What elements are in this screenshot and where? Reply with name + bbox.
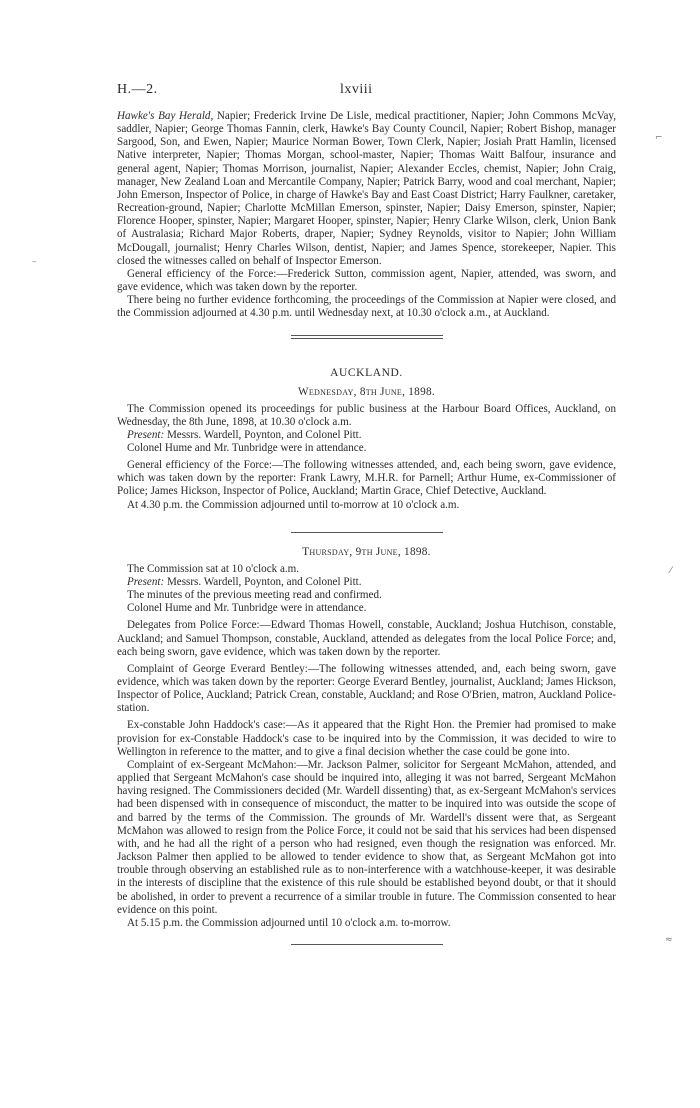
auckland-opening: The Commission opened its proceedings for public business at the Harbour Board Offices, Auckland, on Wednesday, the 8th June, 1898, at 10.30 o'clock a.m. xyxy=(117,402,616,428)
thursday-sat: The Commission sat at 10 o'clock a.m. xyxy=(127,562,300,575)
margin-tick-mark: ≈ xyxy=(665,935,673,945)
auckland-general-efficiency: General efficiency of the Force:—The following witnesses attended, and, each being sworn, gave evidence, which was taken down by the reporter: Frank Lawry, M.H.R. for Parnell; Arthur Hume, ex-Commissioner of Police; James Hickson, Inspector of Police, Auckland; Martin Grace, Chief Detective, Auckland. xyxy=(117,459,616,498)
page-header xyxy=(117,82,616,110)
thursday-adjournment: At 5.15 p.m. the Commission adjourned until 10 o'clock a.m. to-morrow. xyxy=(127,916,451,929)
dateline-thursday: Thursday, 9th June, 1898. xyxy=(302,545,431,558)
auckland-attendance: Colonel Hume and Mr. Tunbridge were in attendance. xyxy=(127,441,367,454)
napier-closing: There being no further evidence forthcoming, the proceedings of the Commission at Napier were closed, and the Commission adjourned at 4.30 p.m. until Wednesday next, at 10.30 o'clock a.m., at Auckland. xyxy=(117,294,616,320)
auckland-present xyxy=(117,429,616,442)
newspaper-name: Hawke's Bay Herald, xyxy=(117,110,214,122)
margin-tick-mark: ⌐ xyxy=(655,133,663,143)
present-label: Present: xyxy=(127,575,165,588)
present-members: Messrs. Wardell, Poynton, and Colonel Pitt. xyxy=(164,575,362,588)
thursday-delegates: Delegates from Police Force:—Edward Thomas Howell, constable, Auckland; Joshua Hutchison, constable, Auckland; and Samuel Thompson, constable, Auckland, attended as delegates from the local Police Force; and, each being sworn, gave evidence, which was taken down by the reporter. xyxy=(117,619,616,658)
section-title-auckland: AUCKLAND. xyxy=(330,366,403,379)
present-members: Messrs. Wardell, Poynton, and Colonel Pitt. xyxy=(164,428,362,441)
document-reference: H.—2. xyxy=(117,82,158,97)
thursday-present xyxy=(117,576,616,589)
thursday-haddock-case: Ex-constable John Haddock's case:—As it appeared that the Right Hon. the Premier had promised to make provision for ex-Constable Haddock's case to be inquired into by the Commission, it was decided to wire to Wellington in reference to the matter, and to give a final decision whether the case could be gone into. xyxy=(117,719,616,758)
napier-general-efficiency: General efficiency of the Force:—Frederick Sutton, commission agent, Napier, attended, was sworn, and gave evidence, which was taken down by the reporter. xyxy=(117,267,616,294)
napier-witness-list xyxy=(117,110,616,268)
witness-list-text: Napier; Frederick Irvine De Lisle, medical practitioner, Napier; John Commons McVay, saddler, Napier; George Thomas Fannin, clerk, Hawke's Bay County Council, Napier; Robert Bishop, manager Sargood, Son, and Ewen, Napier; Maurice Norman Bower, Town Clerk, Napier; Josiah Pratt Hamlin, licensed Native interpreter, Napier; Thomas Morgan, school-master, Napier; Thomas Waitt Balfour, insurance and general agent, Napier; Thomas Morrison, journalist, Napier; Alexander Eccles, chemist, Napier; John Craig, manager, New Zealand Loan and Mercantile Company, Napier; Patrick Barry, wood and coal merchant, Napier; John Emerson, Inspector of Police, in charge of Hawke's Bay and East Coast District; Harry Faulkner, caretaker, Recreation-ground, Napier; Charlotte McMillan Emerson, spinster, Napier; Daisy Emerson, spinster, Napier; Florence Hooper, spinster, Napier; Margaret Hooper, spinster, Napier; Henry Clarke Wilson, clerk, Union Bank of Australasia; Richard Major Roberts, draper, Napier; Sydney Reynolds, visitor to Napier; John William McDougall, journalist; Henry Charles Wilson, dentist, Napier; and James Spence, storekeeper, Napier. This closed the witnesses called on behalf of Inspector Emerson. xyxy=(117,110,616,267)
thursday-minutes: The minutes of the previous meeting read and confirmed. xyxy=(127,589,382,602)
thursday-attendance: Colonel Hume and Mr. Tunbridge were in attendance. xyxy=(127,602,367,615)
thursday-mcmahon-complaint: Complaint of ex-Sergeant McMahon:—Mr. Jackson Palmer, solicitor for Sergeant McMahon, attended, and applied that Sergeant McMahon's case should be inquired into, alleging it was not barred, Sergeant McMahon having resigned. The Commissioners decided (Mr. Wardell dissenting) that, as ex-Sergeant McMahon's services had been dispensed with in consequence of misconduct, the matter to be inquired into was outside the scope of and barred by the terms of the Commission. The grounds of Mr. Wardell's dissent were that, as Sergeant McMahon was allowed to resign from the Police Force, it could not be said that his services had been dispensed with, and he had all the right of a person who had resigned, even though the resignation was enforced. Mr. Jackson Palmer then applied to be allowed to tender evidence to show that, as Sergeant McMahon got into trouble through observing an established rule as to non-interference with a watchhouse-keeper, it was desirable in the interests of discipline that the existence of this rule should be established beyond doubt, or that it should be abolished, in order to prevent a recurrence of a similar trouble in future. The Commission consented to hear evidence on this point. xyxy=(117,758,616,916)
dateline-wednesday: Wednesday, 8th June, 1898. xyxy=(298,385,435,398)
present-label: Present: xyxy=(127,428,165,441)
section-divider xyxy=(291,944,443,945)
auckland-adjournment: At 4.30 p.m. the Commission adjourned until to-morrow at 10 o'clock a.m. xyxy=(127,498,460,511)
page-number: lxviii xyxy=(340,82,373,97)
margin-tick-mark: ⁄ xyxy=(670,566,672,576)
thursday-bentley-complaint: Complaint of George Everard Bentley:—The following witnesses attended, and, each being sworn, gave evidence, which was taken down by the reporter: George Everard Bentley, journalist, Auckland; James Hickson, Inspector of Police, Auckland; Patrick Crean, constable, Auckland; and Rose O'Brien, matron, Auckland Police-station. xyxy=(117,662,616,715)
margin-dash-mark: – xyxy=(32,257,37,267)
